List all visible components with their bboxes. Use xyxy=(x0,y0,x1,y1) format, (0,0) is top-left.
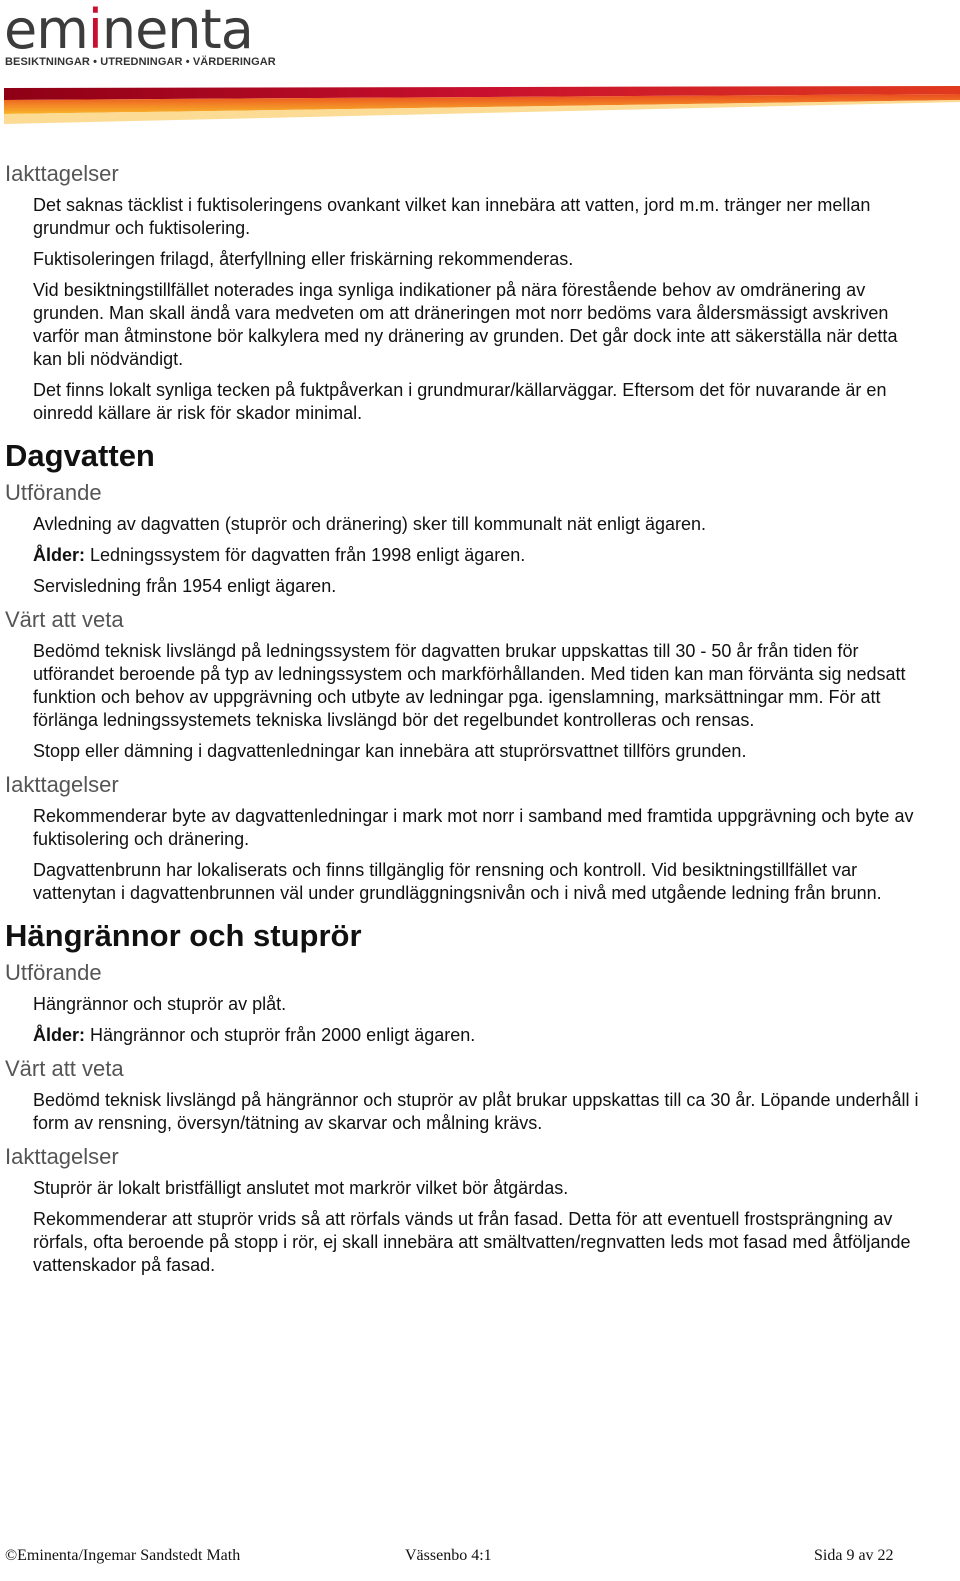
paragraph-label: Ålder: xyxy=(33,1025,86,1045)
paragraph: Det finns lokalt synliga tecken på fuktpåverkan i grundmurar/källarväggar. Eftersom det för nuvarande är en oinredd källare är risk för skador minimal. xyxy=(33,380,887,423)
paragraph: Vid besiktningstillfället noterades inga synliga indikationer på nära förestående behov av omdränering av grunden. Man skall ändå vara medveten om att dräneringen mot norr bedöms vara åldersmässigt avskriven varför man åtminstone bör kalkylera med ny dränering av grunden. Det går dock inte att säkerställa när detta kan bli nödvändigt. xyxy=(33,280,898,369)
subsection-heading: Iakttagelser xyxy=(5,1144,119,1169)
paragraph-label: Ålder: xyxy=(33,545,86,565)
subsection-heading: Värt att veta xyxy=(5,1056,124,1081)
paragraph: Bedömd teknisk livslängd på hängrännor och stuprör av plåt brukar uppskattas till ca 30 år. Löpande underhåll i form av rensning, översyn/tätning av skarvar och målning krävs. xyxy=(33,1090,919,1133)
subsection-heading: Iakttagelser xyxy=(5,772,119,797)
document-body xyxy=(0,160,960,1285)
subsection-heading: Iakttagelser xyxy=(5,161,119,186)
page-header xyxy=(0,0,960,130)
footer-property: Vässenbo 4:1 xyxy=(405,1547,492,1564)
paragraph: Servisledning från 1954 enligt ägaren. xyxy=(33,576,337,596)
paragraph: Rekommenderar byte av dagvattenledningar i mark mot norr i samband med framtida uppgrävning och byte av fuktisolering och dränering. xyxy=(33,806,914,849)
paragraph: Bedömd teknisk livslängd på ledningssystem för dagvatten brukar uppskattas till 30 - 50 år från tiden för utförandet beroende på typ av ledningssystem och markförhållanden. Med tiden kan man förvänta sig nedsatt funktion och behov av uppgrävning och utbyte av ledningar pga. igenslamning, marksättningar mm. För att förlänga ledningssystemets tekniska livslängd bör det regelbundet kontrolleras och rensas. xyxy=(33,641,906,730)
section-heading: Hängrännor och stuprör xyxy=(5,918,362,953)
logo-name: eminenta xyxy=(4,0,253,61)
paragraph-text: Ledningssystem för dagvatten från 1998 enligt ägaren. xyxy=(85,545,526,565)
paragraph xyxy=(33,544,920,567)
paragraph: Stopp eller dämning i dagvattenledningar kan innebära att stuprörsvattnet tillförs grunden. xyxy=(33,741,747,761)
page-footer xyxy=(0,1547,960,1569)
paragraph: Avledning av dagvatten (stuprör och dränering) sker till kommunalt nät enligt ägaren. xyxy=(33,514,707,534)
subsection-heading: Utförande xyxy=(5,960,102,985)
paragraph: Stuprör är lokalt bristfälligt anslutet mot markrör vilket bör åtgärdas. xyxy=(33,1178,569,1198)
company-logo xyxy=(4,0,253,60)
paragraph: Dagvattenbrunn har lokaliserats och finns tillgänglig för rensning och kontroll. Vid besiktningstillfället var vattenytan i dagvattenbrunnen väl under grundläggningsnivån och i nivå med utgående ledning från brunn. xyxy=(33,860,882,903)
paragraph: Det saknas täcklist i fuktisoleringens ovankant vilket kan innebära att vatten, jord m.m. tränger ner mellan grundmur och fuktisolering. xyxy=(33,195,871,238)
section-list xyxy=(0,160,960,1277)
paragraph: Rekommenderar att stuprör vrids så att rörfals vänds ut från fasad. Detta för att eventuell frostsprängning av rörfals, ofta beroende på stopp i rör, ej skall innebära att smältvatten/regnvatten leds mot fasad med åtföljande vattenskador på fasad. xyxy=(33,1209,911,1275)
paragraph: Hängrännor och stuprör av plåt. xyxy=(33,994,287,1014)
paragraph: Fuktisoleringen frilagd, återfyllning eller friskärning rekommenderas. xyxy=(33,249,574,269)
paragraph-text: Hängrännor och stuprör från 2000 enligt ägaren. xyxy=(85,1025,476,1045)
subsection-heading: Värt att veta xyxy=(5,607,124,632)
header-banner xyxy=(0,84,960,126)
section-heading: Dagvatten xyxy=(5,438,155,473)
footer-author: ©Eminenta/Ingemar Sandstedt Math xyxy=(5,1547,241,1564)
paragraph xyxy=(33,1024,920,1047)
subsection-heading: Utförande xyxy=(5,480,102,505)
logo-tagline: BESIKTNINGAR • UTREDNINGAR • VÄRDERINGAR xyxy=(5,56,276,68)
footer-page-number: Sida 9 av 22 xyxy=(814,1547,894,1564)
